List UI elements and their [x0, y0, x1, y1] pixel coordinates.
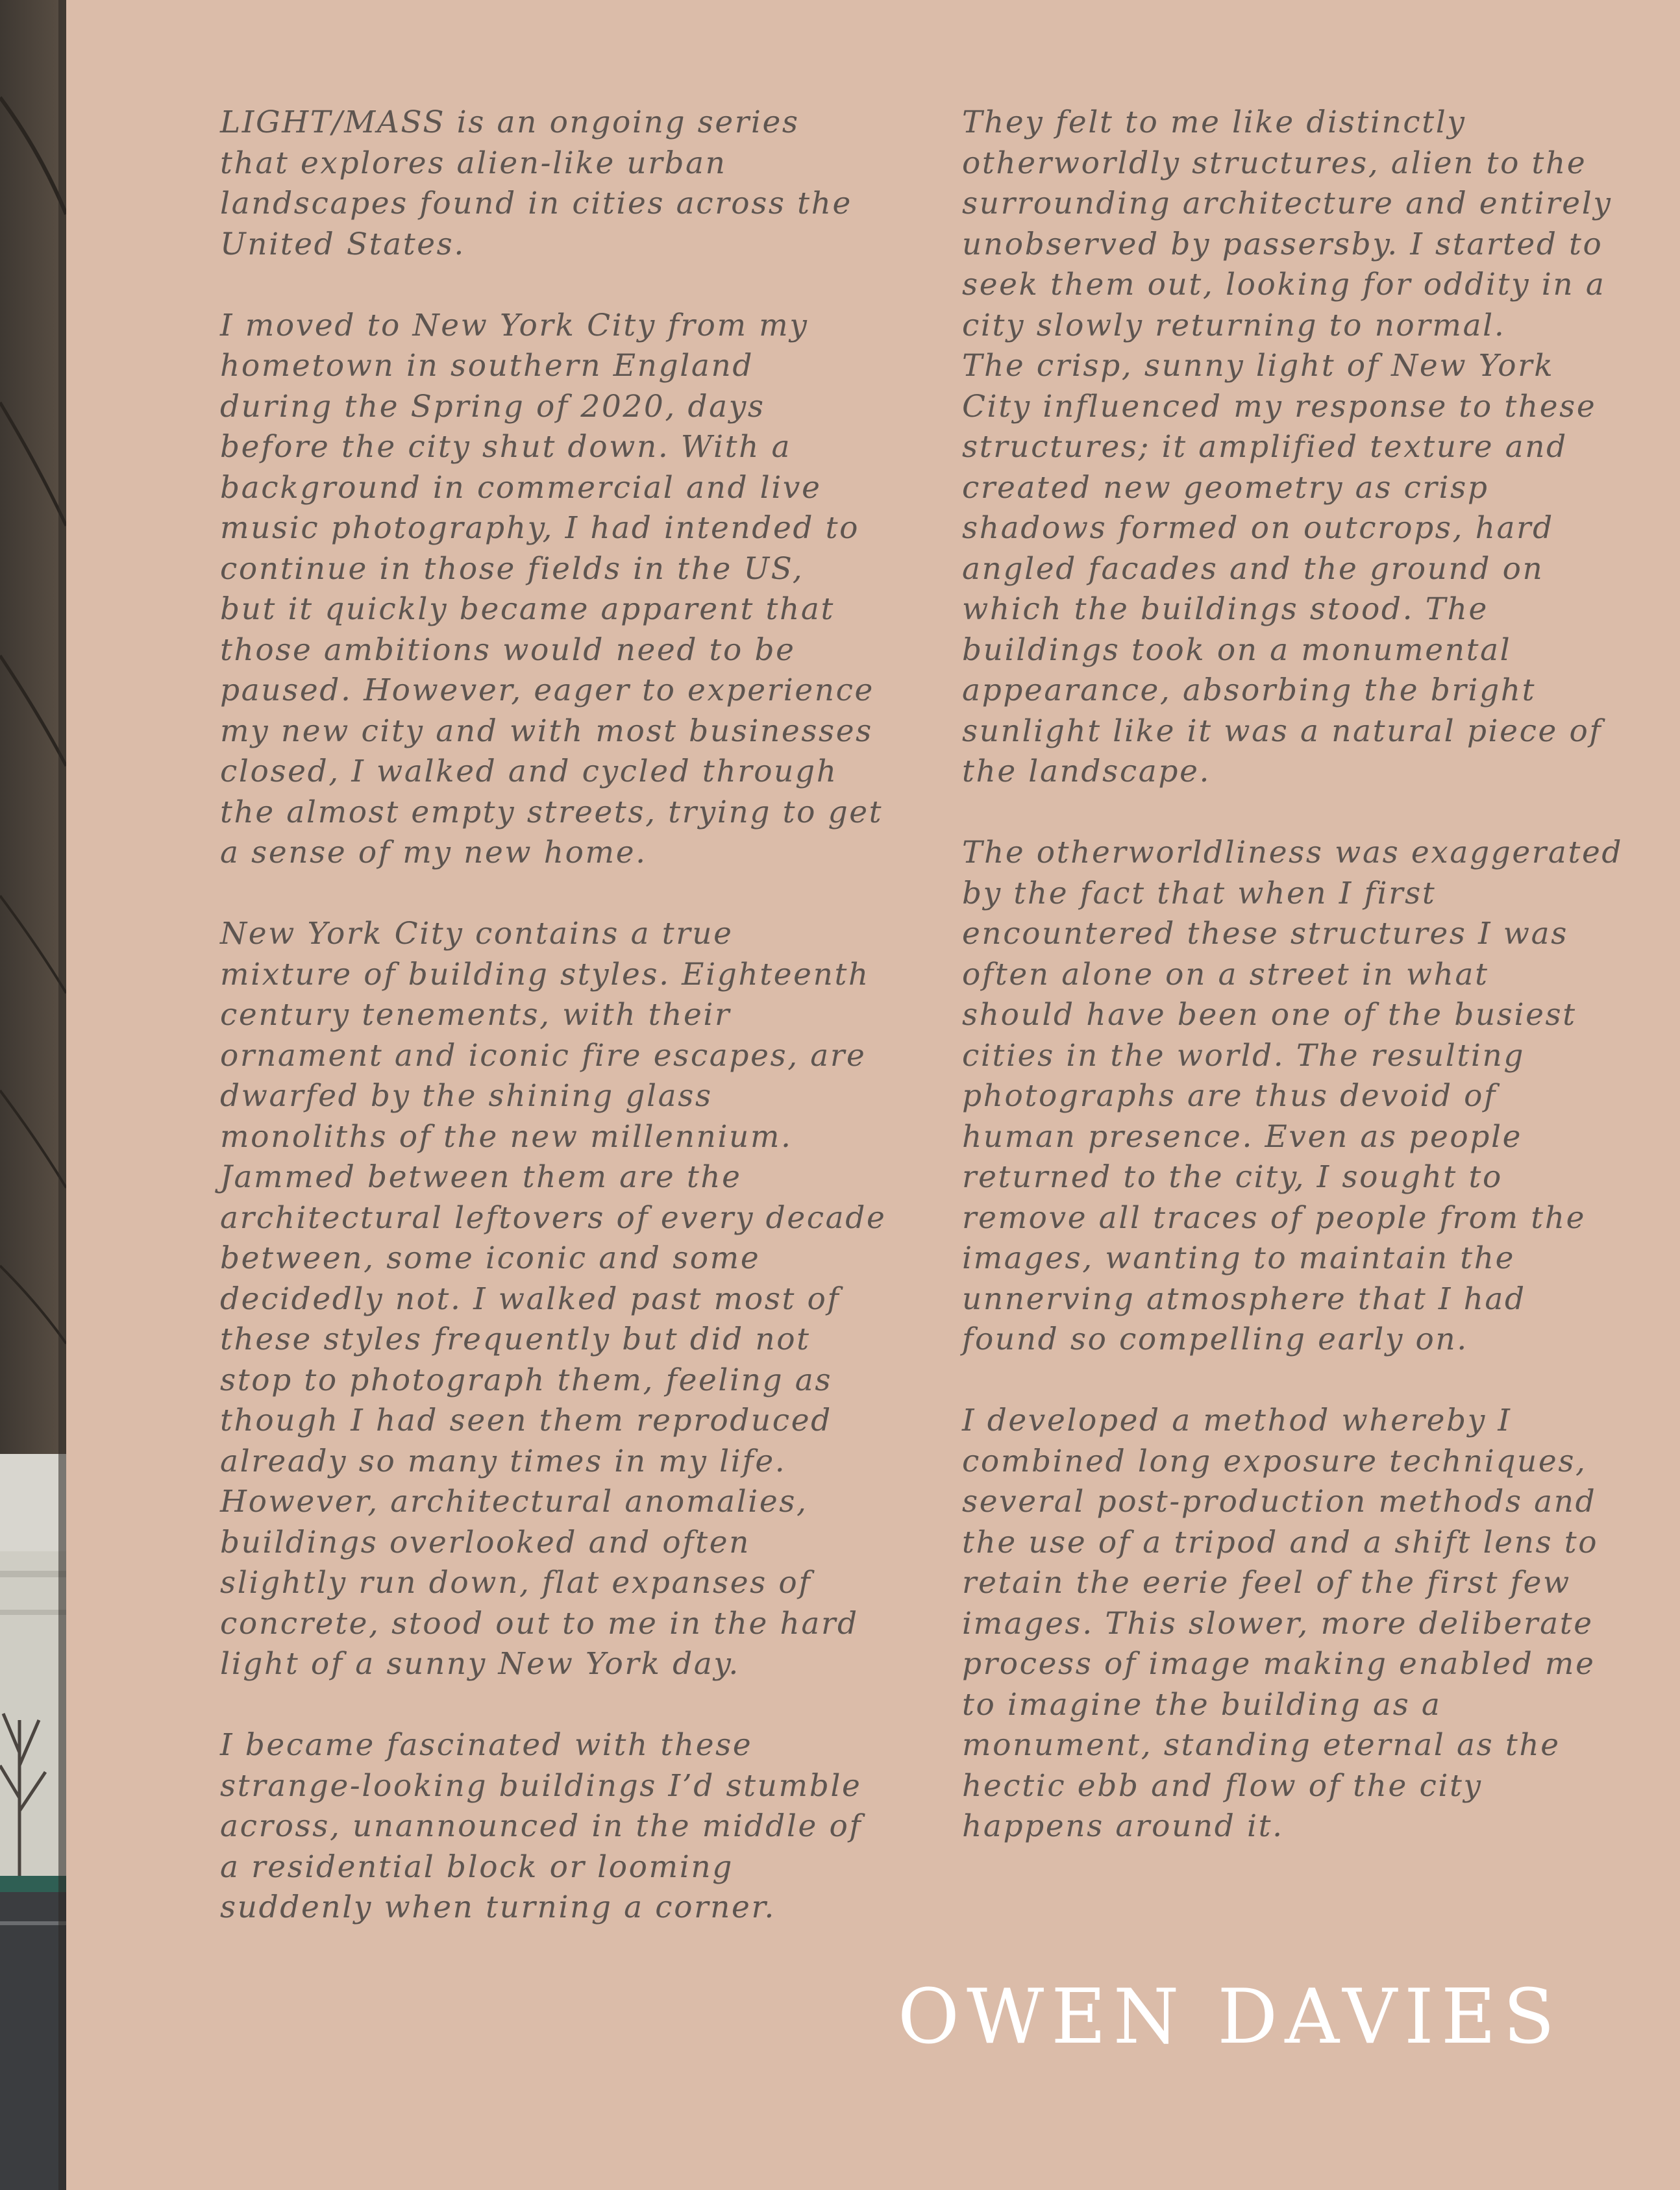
text-line: continue in those fields in the US,	[220, 550, 804, 587]
text-line: buildings overlooked and often	[220, 1524, 751, 1560]
text-line: the landscape.	[962, 754, 1211, 789]
text-line: background in commercial and live	[220, 469, 822, 506]
text-line: images, wanting to maintain the	[962, 1240, 1515, 1276]
text-line: I became fascinated with these	[220, 1727, 753, 1763]
text-line: However, architectural anomalies,	[220, 1484, 808, 1519]
text-line: often alone on a street in what	[962, 956, 1489, 992]
paragraph	[962, 103, 1611, 793]
text-line: across, unannounced in the middle of	[220, 1808, 863, 1844]
text-line: encountered these structures I was	[962, 916, 1568, 952]
text-line: strange-looking buildings I’d stumble	[220, 1767, 862, 1804]
text-line: I moved to New York City from my	[220, 307, 809, 343]
text-line: century tenements, with their	[220, 997, 732, 1033]
text-line: slightly run down, flat expanses of	[220, 1565, 812, 1601]
text-line: ornament and iconic fire escapes, are	[220, 1037, 867, 1074]
text-line: several post-production methods and	[962, 1484, 1597, 1519]
text-line: happens around it.	[962, 1808, 1284, 1844]
building-photo-edge	[0, 0, 66, 2190]
text-line: unobserved by passersby. I started to	[962, 226, 1603, 262]
text-line: closed, I walked and cycled through	[220, 754, 838, 789]
text-line: otherworldly structures, alien to the	[962, 145, 1587, 181]
text-line: created new geometry as crisp	[962, 469, 1489, 506]
text-line: landscapes found in cities across the	[220, 186, 852, 221]
text-line: monument, standing eternal as the	[962, 1727, 1561, 1763]
text-line: music photography, I had intended to	[220, 510, 860, 546]
text-line: remove all traces of people from the	[962, 1200, 1586, 1236]
text-line: United States.	[220, 226, 465, 262]
text-line: but it quickly became apparent that	[220, 591, 835, 627]
author-name: OWEN DAVIES	[897, 1973, 1562, 2061]
text-line: paused. However, eager to experience	[220, 672, 874, 708]
text-line: these styles frequently but did not	[220, 1322, 811, 1357]
text-line: the almost empty streets, trying to get	[220, 794, 883, 830]
text-line: between, some iconic and some	[220, 1240, 761, 1276]
text-line: buildings took on a monumental	[962, 632, 1512, 668]
text-line: during the Spring of 2020, days	[220, 388, 765, 424]
text-line: I developed a method whereby I	[962, 1403, 1512, 1438]
text-line: The otherworldliness was exaggerated	[962, 835, 1624, 870]
text-line: decidedly not. I walked past most of	[220, 1281, 841, 1317]
paragraph	[220, 1725, 869, 1928]
text-line: combined long exposure techniques,	[962, 1443, 1587, 1479]
text-line: light of a sunny New York day.	[220, 1646, 740, 1682]
left-text-column	[220, 103, 887, 1969]
text-line: a sense of my new home.	[220, 835, 647, 870]
text-line: sunlight like it was a natural piece of	[962, 713, 1603, 749]
text-line: human presence. Even as people	[962, 1118, 1523, 1155]
text-line: returned to the city, I sought to	[962, 1159, 1503, 1195]
text-line: found so compelling early on.	[962, 1322, 1468, 1357]
text-line: which the buildings stood. The	[962, 591, 1489, 627]
text-line: before the city shut down. With a	[220, 429, 792, 465]
text-line: The crisp, sunny light of New York	[962, 348, 1555, 384]
text-line: New York City contains a true	[220, 916, 734, 952]
text-line: hometown in southern England	[220, 348, 754, 384]
text-line: They felt to me like distinctly	[962, 105, 1466, 140]
text-line: Jammed between them are the	[220, 1159, 742, 1195]
text-line: shadows formed on outcrops, hard	[962, 510, 1554, 546]
text-line: seek them out, looking for oddity in a	[962, 267, 1606, 302]
text-line: City influenced my response to these	[962, 388, 1597, 424]
text-line: a residential block or looming	[220, 1849, 734, 1885]
text-line: though I had seen them reproduced	[220, 1403, 832, 1438]
text-line: retain the eerie feel of the first few	[962, 1565, 1571, 1601]
text-line: hectic ebb and flow of the city	[962, 1767, 1483, 1804]
text-line: mixture of building styles. Eighteenth	[220, 956, 870, 992]
text-line: concrete, stood out to me in the hard	[220, 1605, 859, 1642]
paragraph	[220, 914, 887, 1685]
text-line: my new city and with most businesses	[220, 713, 873, 749]
text-line: surrounding architecture and entirely	[962, 186, 1612, 221]
paragraph	[962, 1401, 1611, 1847]
text-line: already so many times in my life.	[220, 1443, 787, 1479]
text-line: LIGHT/MASS is an ongoing series	[220, 105, 800, 140]
text-line: dwarfed by the shining glass	[220, 1078, 713, 1114]
text-line: suddenly when turning a corner.	[220, 1889, 776, 1925]
photo-strip	[0, 0, 66, 2190]
text-line: stop to photograph them, feeling as	[220, 1362, 833, 1398]
text-line: process of image making enabled me	[962, 1646, 1596, 1682]
text-line: images. This slower, more deliberate	[962, 1605, 1594, 1642]
text-line: photographs are thus devoid of	[962, 1078, 1498, 1114]
text-line: to imagine the building as a	[962, 1686, 1442, 1723]
text-line: those ambitions would need to be	[220, 632, 796, 668]
text-line: the use of a tripod and a shift lens to	[962, 1524, 1599, 1560]
text-line: structures; it amplified texture and	[962, 429, 1568, 465]
text-line: city slowly returning to normal.	[962, 307, 1506, 343]
paragraph	[220, 103, 869, 265]
text-line: appearance, absorbing the bright	[962, 672, 1537, 708]
text-line: angled facades and the ground on	[962, 550, 1544, 587]
right-text-column	[962, 103, 1624, 1888]
text-line: should have been one of the busiest	[962, 997, 1577, 1033]
text-line: unnerving atmosphere that I had	[962, 1281, 1526, 1317]
text-line: that explores alien-like urban	[220, 145, 727, 181]
text-line: cities in the world. The resulting	[962, 1037, 1526, 1074]
paragraph	[962, 833, 1624, 1360]
text-line: monoliths of the new millennium.	[220, 1118, 793, 1155]
text-line: by the fact that when I first	[962, 875, 1437, 911]
paragraph	[220, 306, 883, 874]
text-line: architectural leftovers of every decade	[220, 1200, 887, 1236]
